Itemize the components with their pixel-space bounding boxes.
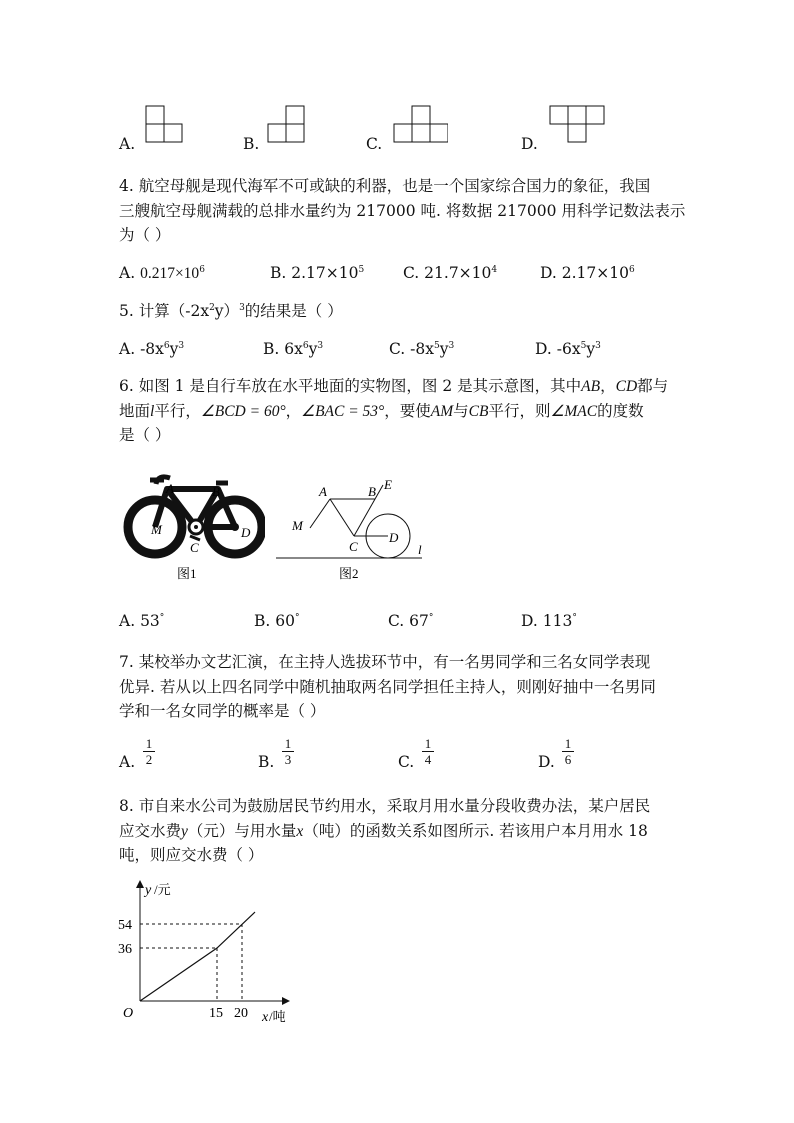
q5-option-term: -6x — [556, 340, 581, 358]
q4-option-a-label: A. — [119, 264, 136, 282]
q4-option-d-exp: 6 — [628, 265, 635, 275]
q6-angle-bac: ∠BAC = 53° — [301, 403, 385, 420]
y-tick-36: 36 — [118, 942, 132, 957]
q4-option-b-label: B. — [270, 264, 287, 282]
q5-option-exp: 6 — [163, 341, 170, 351]
q8-stem-line-2 — [119, 818, 648, 845]
q5-option-exp: 5 — [434, 341, 440, 351]
q3-option-a-label: A. — [119, 135, 136, 153]
q3-option-b-label: B. — [243, 135, 260, 153]
q6-figure-1-bicycle — [120, 470, 265, 585]
q6-option-label: B. — [254, 612, 271, 630]
q6-segment-ab: AB — [581, 378, 601, 395]
q4-option-d — [540, 260, 635, 286]
y-axis-unit: /元 — [154, 882, 171, 897]
function-line — [140, 912, 255, 1001]
q6-option-degree: ° — [295, 613, 300, 623]
q6-text: 地面 — [119, 402, 151, 420]
q8-stem-line-1: 8. 市自来水公司为鼓励居民节约用水，采取月用水量分段收费办法，某户居民 — [119, 797, 651, 815]
fig2-label-e: E — [384, 477, 392, 492]
q6-option-d — [521, 608, 577, 634]
q5-option-term: 6x — [284, 340, 303, 358]
y-tick-54: 54 — [118, 918, 132, 933]
x-tick-15: 15 — [209, 1006, 223, 1021]
origin-label: O — [123, 1006, 134, 1021]
q5-stem-part: 5. 计算（-2x — [119, 302, 210, 320]
q5-option-label: C. — [389, 340, 406, 358]
q7-option-d-fraction — [562, 737, 574, 766]
q5-option-label: B. — [263, 340, 280, 358]
fraction-numerator: 1 — [564, 736, 572, 751]
q7-stem-line-3: 学和一名女同学的概率是（ ） — [119, 702, 326, 720]
fig1-caption: 图1 — [177, 566, 197, 581]
x-tick-20: 20 — [234, 1006, 248, 1021]
fig1-label-a: A — [166, 481, 174, 496]
fig2-label-c: C — [349, 539, 358, 554]
q4-option-b — [270, 260, 364, 286]
q6-option-degree: ° — [159, 613, 165, 623]
q6-option-label: D. — [521, 612, 538, 630]
fig2-label-l: l — [418, 542, 422, 557]
q5-option-term: y — [169, 340, 179, 358]
q6-text: ，要使 — [384, 402, 431, 420]
q5-option-term: y — [586, 340, 596, 358]
q6-figure-2-schematic — [272, 472, 432, 584]
q5-option-label: A. — [119, 340, 136, 358]
q5-option-exp: 3 — [448, 341, 455, 351]
fig1-label-m: M — [151, 522, 162, 537]
y-axis-var: y — [145, 883, 152, 898]
q4-option-a-exp: 6 — [199, 265, 205, 275]
q5-option-exp: 3 — [178, 341, 185, 351]
q4-option-a — [119, 260, 205, 287]
q8-text: （吨）的函数关系如图所示. 若该用户本月用水 18 — [303, 822, 648, 840]
q5-option-exp: 5 — [580, 341, 587, 351]
q8-text: 应交水费 — [119, 822, 182, 840]
q4-option-c-exp: 4 — [491, 265, 498, 275]
q3-figure-c — [388, 102, 448, 148]
q6-option-degree: ° — [572, 613, 577, 623]
q4-option-c-label: C. — [403, 264, 420, 282]
q8-var-y: y — [181, 823, 188, 840]
fraction-denominator: 6 — [564, 752, 572, 767]
q6-option-value: 53 — [140, 612, 160, 630]
q6-text: 平行， — [154, 402, 201, 420]
q6-angle-mac: ∠MAC — [550, 403, 598, 420]
q3-option-c-label: C. — [366, 135, 383, 153]
fraction-numerator: 1 — [145, 736, 153, 751]
q4-stem-line-2: 三艘航空母舰满载的总排水量约为 217000 吨. 将数据 217000 用科学记数法表示 — [119, 202, 686, 220]
fig2-label-b: B — [368, 484, 376, 499]
q4-stem-line-3: 为（ ） — [119, 226, 171, 244]
q4-option-c — [403, 260, 497, 286]
q3-figure-d — [544, 102, 610, 148]
q5-option-b — [263, 336, 323, 362]
q3-figure-b — [262, 102, 312, 148]
q6-line-l: l — [150, 403, 155, 420]
fig2-label-d: D — [389, 530, 399, 545]
fig1-label-d: D — [241, 525, 251, 540]
q4-option-b-mantissa: 2.17×10 — [291, 264, 359, 282]
q7-stem-line-2: 优异. 若从以上四名同学中随机抽取两名同学担任主持人，则刚好抽中一名男同 — [119, 678, 656, 696]
q4-option-d-mantissa: 2.17×10 — [561, 264, 629, 282]
q6-option-value: 113 — [542, 612, 573, 630]
q7-option-a-fraction — [143, 737, 155, 766]
q5-option-d — [535, 336, 601, 362]
q6-option-value: 67 — [409, 612, 429, 630]
q5-option-exp: 3 — [595, 341, 601, 351]
fig2-label-a: A — [319, 484, 327, 499]
q6-text: 6. 如图 1 是自行车放在水平地面的实物图，图 2 是其示意图，其中 — [119, 377, 582, 395]
q6-option-b — [254, 608, 300, 634]
fraction-denominator: 4 — [424, 752, 432, 767]
q7-option-d-label: D. — [538, 753, 555, 771]
q8-function-graph — [112, 876, 302, 1026]
q7-option-c-label: C. — [398, 753, 415, 771]
q3-figure-a — [140, 102, 190, 148]
q6-text: ， — [285, 402, 302, 420]
q4-option-c-mantissa: 21.7×10 — [424, 264, 492, 282]
x-axis-unit: /吨 — [269, 1009, 286, 1024]
q5-option-exp: 6 — [302, 341, 309, 351]
q6-option-degree: ° — [428, 613, 434, 623]
q4-option-b-exp: 5 — [358, 265, 365, 275]
q6-stem-line-3: 是（ ） — [119, 426, 171, 444]
q7-option-b-fraction — [282, 737, 294, 766]
fig1-label-c: C — [190, 540, 199, 555]
q4-stem-line-1: 4. 航空母舰是现代海军不可或缺的利器，也是一个国家综合国力的象征，我国 — [119, 177, 651, 195]
q6-text: 都与 — [637, 377, 669, 395]
fraction-denominator: 2 — [145, 752, 153, 767]
fig1-label-b: B — [212, 484, 220, 499]
q7-stem-line-1: 7. 某校举办文艺汇演，在主持人选拔环节中，有一名男同学和三名女同学表现 — [119, 653, 651, 671]
fraction-numerator: 1 — [424, 736, 432, 751]
q6-segment-cb: CB — [468, 403, 489, 420]
q5-option-term: -8x — [410, 340, 435, 358]
x-axis-var: x — [262, 1010, 269, 1025]
q5-option-a — [119, 336, 184, 362]
q5-option-term: y — [308, 340, 318, 358]
fig2-label-m: M — [292, 518, 303, 533]
q5-stem-exp: 3 — [239, 303, 245, 313]
q8-stem-line-3: 吨，则应交水费（ ） — [119, 846, 264, 864]
q6-text: ， — [600, 377, 616, 395]
q6-option-value: 60 — [275, 612, 295, 630]
q7-option-a-label: A. — [119, 753, 136, 771]
q6-text: 平行，则 — [488, 402, 551, 420]
q5-option-exp: 3 — [317, 341, 324, 351]
fig2-caption: 图2 — [339, 566, 359, 581]
q8-var-x: x — [296, 823, 304, 840]
q8-text: （元）与用水量 — [187, 822, 297, 840]
q3-option-d-label: D. — [521, 135, 538, 153]
q5-option-c — [389, 336, 454, 362]
q6-angle-bcd: ∠BCD = 60° — [200, 403, 286, 420]
q6-segment-cd: CD — [615, 378, 638, 395]
q6-option-label: A. — [119, 612, 136, 630]
q6-option-c — [388, 608, 433, 634]
q5-stem-part: y） — [214, 302, 240, 320]
q6-option-a — [119, 608, 164, 634]
q5-option-term: y — [439, 340, 449, 358]
q4-option-d-label: D. — [540, 264, 557, 282]
q6-option-label: C. — [388, 612, 405, 630]
q4-option-a-mantissa: 0.217×10 — [140, 265, 200, 282]
q6-stem-line-2 — [119, 398, 644, 425]
q5-stem — [119, 298, 343, 324]
q6-text: 与 — [453, 402, 469, 420]
q7-option-b-label: B. — [258, 753, 275, 771]
q5-stem-part: 的结果是（ ） — [244, 302, 343, 320]
q7-option-c-fraction — [422, 737, 434, 766]
fraction-numerator: 1 — [284, 736, 292, 751]
fraction-denominator: 3 — [284, 752, 292, 767]
q6-text: 的度数 — [597, 402, 644, 420]
q5-stem-exp: 2 — [209, 303, 215, 313]
q5-option-term: -8x — [140, 340, 164, 358]
q6-segment-am: AM — [430, 403, 454, 420]
q6-stem-line-1 — [119, 373, 668, 400]
q5-option-label: D. — [535, 340, 552, 358]
